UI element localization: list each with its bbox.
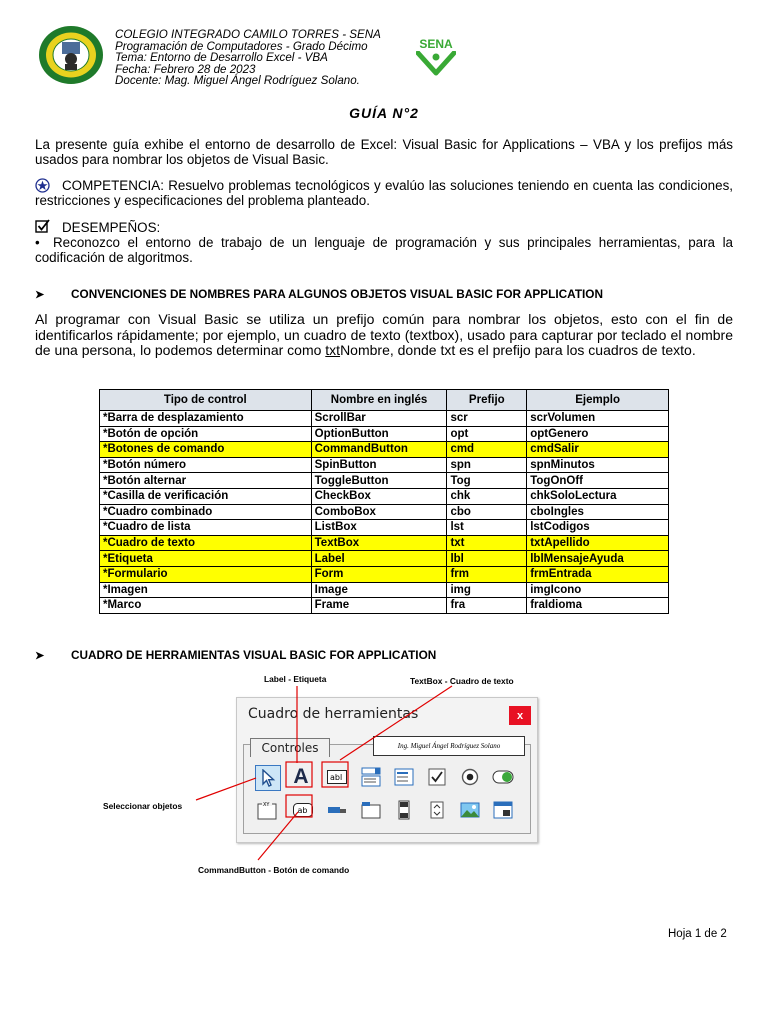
table-cell: *Etiqueta: [100, 551, 312, 567]
table-cell: fra: [447, 598, 527, 614]
callout-label-etiqueta: Label - Etiqueta: [264, 674, 327, 684]
table-cell: fraIdioma: [527, 598, 669, 614]
table-cell: Label: [311, 551, 447, 567]
table-cell: cmdSalir: [527, 442, 669, 458]
table-cell: txtApellido: [527, 535, 669, 551]
label-icon[interactable]: A: [293, 765, 309, 788]
table-cell: ScrollBar: [311, 411, 447, 427]
competencia-text: COMPETENCIA: Resuelvo problemas tecnológicos y evalúo las soluciones teniendo en cuenta las condiciones, restricciones y especificaciones del problema planteado.: [35, 178, 733, 208]
table-cell: spnMinutos: [527, 457, 669, 473]
table-cell: *Casilla de verificación: [100, 488, 312, 504]
table-cell: Form: [311, 566, 447, 582]
header-course: Programación de Computadores - Grado Décimo: [115, 39, 368, 53]
table-cell: TextBox: [311, 535, 447, 551]
table-cell: lbl: [447, 551, 527, 567]
table-cell: txt: [447, 535, 527, 551]
table-cell: imgIcono: [527, 582, 669, 598]
table-cell: chkSoloLectura: [527, 488, 669, 504]
header-school: COLEGIO INTEGRADO CAMILO TORRES - SENA: [115, 28, 381, 41]
tab-controles-label: Controles: [261, 741, 319, 755]
table-cell: *Barra de desplazamiento: [100, 411, 312, 427]
table-cell: scr: [447, 411, 527, 427]
table-cell: ToggleButton: [311, 473, 447, 489]
table-cell: *Formulario: [100, 566, 312, 582]
table-cell: SpinButton: [311, 457, 447, 473]
signature-text: Ing. Miguel Ángel Rodríguez Solano: [397, 742, 501, 750]
table-cell: lst: [447, 520, 527, 536]
desempeno-item-text: Reconozco el entorno de trabajo de un lenguaje de programación y sus principales herramientas, para la codificación de algoritmos.: [35, 235, 733, 265]
svg-text:XY: XY: [263, 802, 270, 808]
table-cell: *Cuadro de lista: [100, 520, 312, 536]
toolbox-window-title: Cuadro de herramientas: [248, 706, 419, 722]
sena-label: SENA: [419, 37, 453, 51]
arrow-bullet-icon: ➤: [35, 289, 45, 301]
table-cell: *Botón alternar: [100, 473, 312, 489]
column-header: Prefijo: [447, 390, 527, 411]
table-cell: CommandButton: [311, 442, 447, 458]
paragraph-text-after: Nombre, donde txt es el prefijo para los cuadros de texto.: [340, 342, 696, 358]
table-cell: cboIngles: [527, 504, 669, 520]
table-cell: img: [447, 582, 527, 598]
paragraph-text-before: Al programar con Visual Basic se utiliza un prefijo común para nombrar los objetos, esto con el fin de identificarlos rápidamente; por ejemplo, un cuadro de texto (textbox), usado para capturar por teclado el nombre de una persona, lo podemos determinar como: [35, 311, 733, 358]
arrow-bullet-icon: ➤: [35, 650, 45, 662]
desempenos-label: DESEMPEÑOS:: [62, 220, 161, 235]
table-cell: scrVolumen: [527, 411, 669, 427]
table-cell: cmd: [447, 442, 527, 458]
bullet-icon: •: [35, 235, 40, 250]
table-cell: *Botones de comando: [100, 442, 312, 458]
table-cell: *Imagen: [100, 582, 312, 598]
table-cell: opt: [447, 426, 527, 442]
table-cell: *Botón número: [100, 457, 312, 473]
table-cell: *Cuadro de texto: [100, 535, 312, 551]
header-teacher: Docente: Mag. Miguel Ángel Rodríguez Solano.: [115, 74, 360, 88]
table-cell: Tog: [447, 473, 527, 489]
column-header: Nombre en inglés: [311, 390, 447, 411]
prefix-example: txt: [325, 342, 341, 358]
page-title: GUÍA N°2: [349, 105, 419, 121]
table-cell: chk: [447, 488, 527, 504]
page-number: Hoja 1 de 2: [668, 928, 727, 940]
table-cell: *Cuadro combinado: [100, 504, 312, 520]
close-icon: x: [516, 709, 524, 722]
table-cell: ComboBox: [311, 504, 447, 520]
table-cell: optGenero: [527, 426, 669, 442]
intro-paragraph: La presente guía exhibe el entorno de desarrollo de Excel: Visual Basic for Applications – VBA y los prefijos más usados para nombrar los objetos de Visual Basic.: [35, 137, 733, 167]
table-cell: lblMensajeAyuda: [527, 551, 669, 567]
section-title-text: CONVENCIONES DE NOMBRES PARA ALGUNOS OBJETOS VISUAL BASIC FOR APPLICATION: [71, 287, 603, 301]
section-title-text: CUADRO DE HERRAMIENTAS VISUAL BASIC FOR APPLICATION: [71, 648, 437, 662]
header-topic: Tema: Entorno de Desarrollo Excel - VBA: [115, 51, 328, 65]
table-cell: spn: [447, 457, 527, 473]
table-cell: OptionButton: [311, 426, 447, 442]
callout-textbox: TextBox - Cuadro de texto: [410, 676, 514, 686]
table-cell: CheckBox: [311, 488, 447, 504]
callout-command-button: CommandButton - Botón de comando: [198, 865, 350, 875]
table-cell: cbo: [447, 504, 527, 520]
table-cell: frmEntrada: [527, 566, 669, 582]
svg-text:abl: abl: [330, 773, 343, 782]
column-header: Tipo de control: [100, 390, 312, 411]
table-cell: lstCodigos: [527, 520, 669, 536]
svg-text:ab: ab: [297, 806, 308, 815]
table-cell: Frame: [311, 598, 447, 614]
table-cell: ListBox: [311, 520, 447, 536]
callout-select-objects: Seleccionar objetos: [103, 801, 183, 811]
table-cell: *Botón de opción: [100, 426, 312, 442]
table-cell: Image: [311, 582, 447, 598]
column-header: Ejemplo: [527, 390, 669, 411]
header-date: Fecha: Febrero 28 de 2023: [115, 62, 256, 76]
table-cell: TogOnOff: [527, 473, 669, 489]
table-cell: *Marco: [100, 598, 312, 614]
table-cell: frm: [447, 566, 527, 582]
